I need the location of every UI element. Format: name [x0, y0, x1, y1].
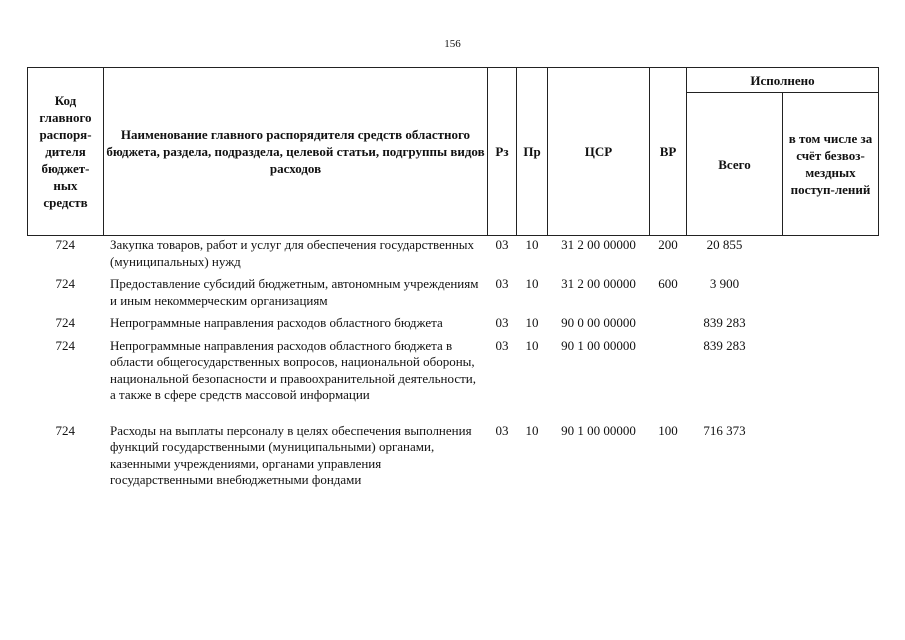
cell-name: Непрограммные направления расходов областного бюджета в области общегосударственных вопросов, национальной обороны, национальной безопасности и правоохранительной деятельности, а также в сфере средств массовой информации: [110, 337, 476, 402]
cell-vr: [650, 314, 687, 337]
cell-code: 724: [55, 422, 75, 438]
cell-name: Предоставление субсидий бюджетным, автономным учреждениям и иным некоммерческим организациям: [110, 276, 479, 308]
cell-rz: 03: [495, 276, 509, 291]
table-row: [28, 275, 879, 314]
header-csr: ЦСР: [548, 68, 650, 236]
cell-code: 724: [55, 337, 75, 353]
cell-total: 716 373: [703, 422, 746, 438]
cell-incl-free: [783, 275, 879, 314]
header-code: Код главного распоря-дителя бюджет-ных средств: [28, 68, 104, 236]
cell-total: 839 283: [703, 315, 746, 330]
cell-rz: 03: [495, 237, 509, 252]
cell-pr: 10: [525, 276, 539, 291]
cell-pr: 10: [525, 315, 539, 330]
header-executed: Исполнено: [687, 68, 879, 93]
cell-incl-free: [783, 236, 879, 276]
cell-code: 724: [55, 237, 75, 252]
cell-total: 839 283: [703, 337, 746, 353]
table-row: [28, 337, 879, 422]
cell-code: 724: [55, 315, 75, 330]
cell-incl-free: [783, 422, 879, 494]
cell-name: Закупка товаров, работ и услуг для обеспечения государственных (муниципальных) нужд: [110, 237, 475, 269]
cell-vr: 100: [658, 422, 678, 438]
header-incl-free: в том числе за счёт безвоз-мездных поступ-лений: [783, 93, 879, 236]
table-header: [28, 68, 879, 236]
header-vr: ВР: [650, 68, 687, 236]
table-row: [28, 314, 879, 337]
cell-rz: 03: [495, 315, 509, 330]
table-row: [28, 422, 879, 494]
cell-incl-free: [783, 314, 879, 337]
page-number: 156: [444, 38, 461, 50]
cell-csr: 90 1 00 00000: [561, 337, 636, 353]
header-name: Наименование главного распорядителя средств областного бюджета, раздела, подраздела, целевой статьи, подгруппы видов расходов: [104, 68, 488, 236]
budget-table: [27, 67, 879, 494]
cell-total: 20 855: [706, 237, 743, 252]
header-rz: Рз: [488, 68, 517, 236]
cell-name: Расходы на выплаты персоналу в целях обеспечения выполнения функций государственными (муниципальными) органами, казенными учреждениями, органами управления государственными внебюджетными фондами: [110, 422, 472, 487]
cell-csr: 31 2 00 00000: [561, 276, 636, 291]
cell-csr: 31 2 00 00000: [561, 237, 636, 252]
header-pr: Пр: [517, 68, 548, 236]
cell-vr: 600: [658, 276, 678, 291]
cell-vr: [650, 337, 687, 422]
cell-total: 3 900: [709, 276, 740, 291]
table-row: [28, 236, 879, 276]
table-body: [28, 236, 879, 494]
cell-vr: 200: [658, 237, 678, 252]
cell-code: 724: [55, 276, 75, 291]
cell-rz: 03: [495, 422, 509, 438]
header-total: Всего: [687, 93, 783, 236]
cell-rz: 03: [495, 337, 509, 353]
cell-incl-free: [783, 337, 879, 422]
cell-pr: 10: [525, 337, 539, 353]
cell-name: Непрограммные направления расходов областного бюджета: [110, 315, 443, 330]
cell-pr: 10: [525, 237, 539, 252]
cell-pr: 10: [525, 422, 539, 438]
cell-csr: 90 0 00 00000: [561, 315, 636, 330]
cell-csr: 90 1 00 00000: [561, 422, 636, 438]
